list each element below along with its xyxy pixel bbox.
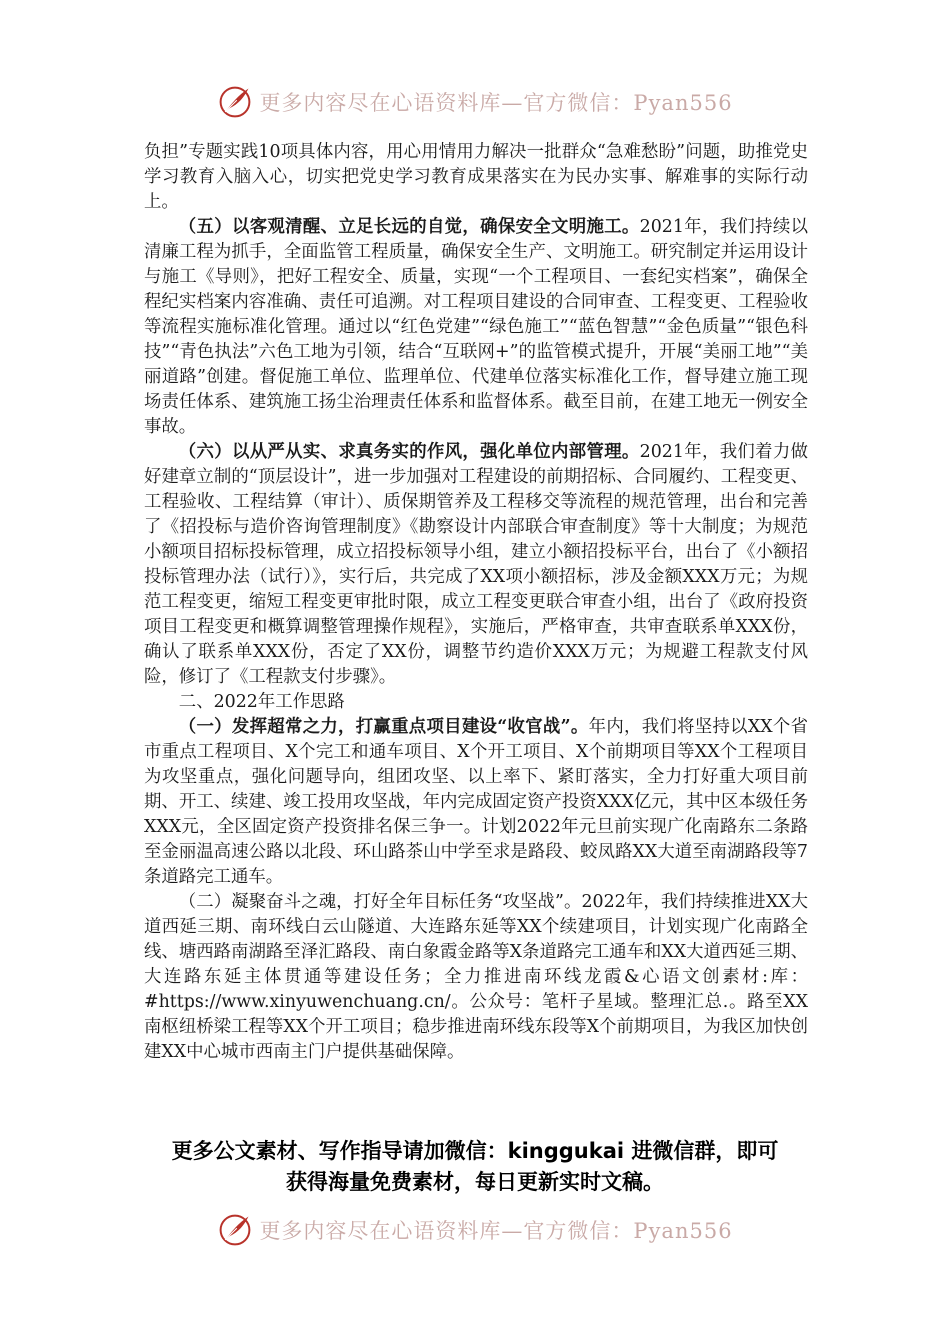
section-lead-6: （六）以从严从实、求真务实的作风，强化单位内部管理。	[178, 442, 640, 462]
header-banner-text: 更多内容尽在心语资料库—官方微信：Pyan556	[259, 91, 733, 115]
promo-line-1: 更多公文素材、写作指导请加微信：kinggukai 进微信群，即可	[171, 1139, 779, 1163]
section-lead-5: （五）以客观清醒、立足长远的自觉，确保安全文明施工。	[178, 217, 640, 237]
paragraph-6: （六）以从严从实、求真务实的作风，强化单位内部管理。2021年，我们着力做好建章立制的“顶层设计”，进一步加强对工程建设的前期招标、合同履约、工程变更、工程验收、工程结算（审计）、质保期管养及工程移交等流程的规范管理，出台和完善了《招投标与造价咨询管理制度》《勘察设计内部联合审查制度》等十大制度；为规范小额项目招标投标管理，成立招投标领导小组，建立小额招投标平台，出台了《小额招投标管理办法（试行）》，实行后，共完成了XX项小额招标，涉及金额XXX万元；为规范工程变更，缩短工程变更审批时限，成立工程变更联合审查小组，出台了《政府投资项目工程变更和概算调整管理操作规程》，实施后，严格审查，共审查联系单XXX份，确认了联系单XXX份，否定了XX份，调整节约造价XXX万元；为规避工程款支付风险，修订了《工程款支付步骤》。	[144, 442, 808, 687]
document-body	[144, 140, 808, 1065]
promo-notice	[100, 1136, 850, 1198]
header-banner	[0, 82, 950, 122]
paragraph-2022-1: （一）发挥超常之力，打赢重点项目建设“收官战”。年内，我们将坚持以XX个省市重点工程项目、X个完工和通车项目、X个开工项目、X个前期项目等XX个工程项目为攻坚重点，强化问题导向，组团攻坚、以上率下、紧盯落实，全力打好重大项目前期、开工、续建、竣工投用攻坚战，年内完成固定资产投资XXX亿元，其中区本级任务XXX元，全区固定资产投资排名保三争一。计划2022年元旦前实现广化南路东二条路至金丽温高速公路以北段、环山路茶山中学至求是路段、蛟凤路XX大道至南湖路段等7条道路完工通车。	[144, 717, 808, 887]
paragraph-2022-2: （二）凝聚奋斗之魂，打好全年目标任务“攻坚战”。2022年，我们持续推进XX大道西延三期、南环线白云山隧道、大连路东延等XX个续建项目，计划实现广化南路全线、塘西路南湖路至泽汇路段、南白象霞金路等X条道路完工通车和XX大道西延三期、大连路东延主体贯通等建设任务；全力推进南环线龙霞&心语文创素材:库：#https://www.xinyuwenchuang.cn/。公众号：笔杆子星域。整理汇总.。路至XX南枢纽桥梁工程等XX个开工项目；稳步推进南环线东段等X个前期项目，为我区加快创建XX中心城市西南主门户提供基础保障。	[144, 892, 808, 1062]
quill-logo-icon	[217, 84, 253, 120]
paragraph-1: 负担”专题实践10项具体内容，用心用情用力解决一批群众“急难愁盼”问题，助推党史学习教育入脑入心，切实把党史学习教育成果落实在为民办实事、解难事的实际行动上。	[144, 142, 808, 212]
paragraph-5: （五）以客观清醒、立足长远的自觉，确保安全文明施工。2021年，我们持续以清廉工程为抓手，全面监管工程质量，确保安全生产、文明施工。研究制定并运用设计与施工《导则》，把好工程安全、质量，实现“一个工程项目、一套纪实档案”，确保全程纪实档案内容准确、责任可追溯。对工程项目建设的合同审查、工程变更、工程验收等流程实施标准化管理。通过以“红色党建”“绿色施工”“蓝色智慧”“金色质量”“银色科技”“青色执法”六色工地为引领，结合“互联网+”的监管模式提升，开展“美丽工地”“美丽道路”创建。督促施工单位、监理单位、代建单位落实标准化工作，督导建立施工现场责任体系、建筑施工扬尘治理责任体系和监督体系。截至目前，在建工地无一例安全事故。	[144, 217, 808, 437]
footer-banner	[0, 1210, 950, 1250]
footer-banner-text: 更多内容尽在心语资料库—官方微信：Pyan556	[259, 1219, 733, 1243]
quill-logo-icon	[217, 1212, 253, 1248]
section-heading-2022: 二、2022年工作思路	[178, 692, 345, 712]
section-lead-2022-1: （一）发挥超常之力，打赢重点项目建设“收官战”。	[178, 717, 589, 737]
promo-line-2: 获得海量免费素材，每日更新实时文稿。	[286, 1170, 664, 1194]
